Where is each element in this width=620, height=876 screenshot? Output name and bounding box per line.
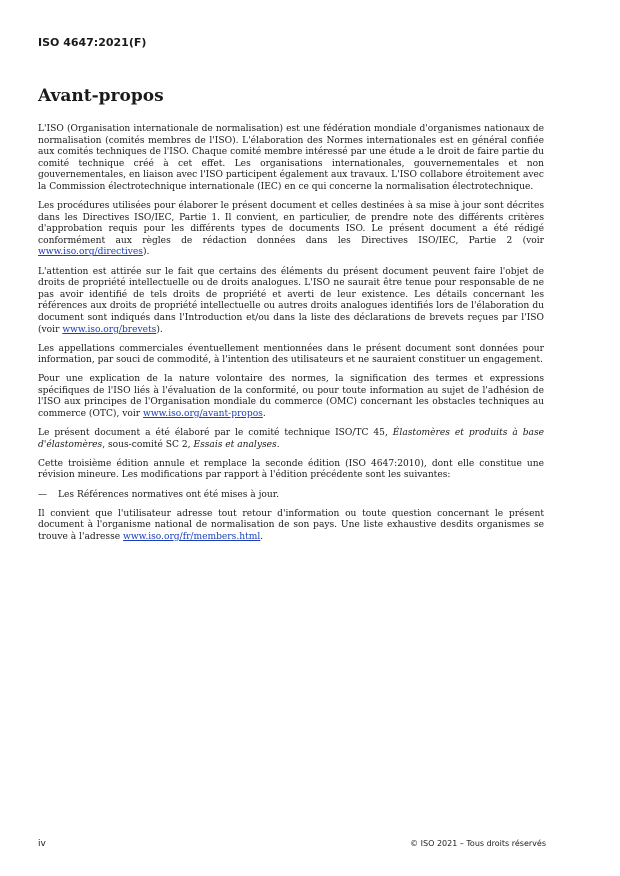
members-link[interactable]: www.iso.org/fr/members.html [123, 531, 261, 542]
paragraph-feedback-end: . [260, 531, 264, 542]
dash-bullet: — [38, 489, 48, 500]
directives-link[interactable]: www.iso.org/directives [38, 247, 143, 258]
paragraph-edition: Cette troisième édition annule et remplace la seconde édition (ISO 4647:2010), dont elle constitue une révision mineure. Les modifications par rapport à l'édition précédente sont les suivantes: [38, 458, 544, 481]
paragraph-iso-intro: L'ISO (Organisation internationale de normalisation) est une fédération mondiale d'organismes nationaux de normalisation (comités membres de l'ISO). L'élaboration des Normes internationales est en général confiée aux comités techniques de l'ISO. Chaque comité membre intéressé par une étude a le droit de faire partie du comité technique créé à cet effet. Les organisations internationales, gouvernementales et non gouvernementales, en liaison avec l'ISO participent également aux travaux. L'ISO collabore étroitement avec la Commission électrotechnique internationale (IEC) en ce qui concerne la normalisation électrotechnique. [38, 124, 544, 192]
paragraph-procedures-end: ). [142, 247, 150, 258]
committee-text-c: , sous-comité SC 2, [102, 439, 194, 450]
foreword-link[interactable]: www.iso.org/avant-propos [143, 409, 263, 420]
paragraph-feedback-text: Il convient que l'utilisateur adresse tout retour d'information ou toute question concernant le présent document à l'organisme national de normalisation de son pays. Une liste exhaustive desdits organismes se trouve à l'adresse [38, 508, 544, 542]
paragraph-committee [38, 428, 544, 451]
paragraph-feedback [38, 509, 544, 544]
committee-text-e: . [276, 439, 280, 450]
paragraph-patents-end: ). [156, 324, 163, 335]
paragraph-voluntary-text: Pour une explication de la nature volontaire des normes, la signification des termes et expressions spécifiques de l'ISO liés à l'évaluation de la conformité, ou pour toute information au sujet de l'adhésion de l'ISO aux principes de l'Organisation mondiale du commerce (OMC) concernant les obstacles techniques au commerce (OTC), voir [38, 374, 544, 420]
foreword-body [38, 124, 544, 551]
paragraph-patents-text: L'attention est attirée sur le fait que certains des éléments du présent document peuvent faire l'objet de droits de propriété intellectuelle ou de droits analogues. L'ISO ne saurait être tenue pour responsable de ne pas avoir identifié de tels droits de propriété et averti de leur existence. Les détails concernant les références aux droits de propriété intellectuelle ou autres droits analogues identifiés lors de l'élaboration du document sont indiqués dans l'Introduction et/ou dans la liste des déclarations de brevets reçues par l'ISO (voir [38, 266, 544, 335]
paragraph-procedures-text: Les procédures utilisées pour élaborer le présent document et celles destinées à sa mise à jour sont décrites dans les Directives ISO/IEC, Partie 1. Il convient, en particulier, de prendre note des différents critères d'approbation requis pour les différents types de documents ISO. Le présent document a été rédigé conformément aux règles de rédaction données dans les Directives ISO/IEC, Partie 2 (voir [38, 201, 544, 246]
paragraph-patents [38, 267, 544, 337]
page-title: Avant-propos [38, 86, 164, 106]
paragraph-voluntary-end: . [262, 409, 266, 420]
patents-link[interactable]: www.iso.org/brevets [62, 324, 157, 335]
subcommittee-title: Essais et analyses [193, 439, 277, 450]
committee-text-a: Le présent document a été élaboré par le comité technique ISO/TC 45, [38, 428, 393, 439]
page-number: iv [38, 839, 46, 849]
paragraph-voluntary-nature [38, 374, 544, 420]
paragraph-procedures [38, 201, 544, 259]
committee-title: Élastomères et produits à base d'élastomères [38, 428, 544, 450]
paragraph-trade-names: Les appellations commerciales éventuellement mentionnées dans le présent document sont données pour information, par souci de commodité, à l'intention des utilisateurs et ne sauraient constituer un engagement. [38, 343, 544, 366]
document-id: ISO 4647:2021(F) [38, 36, 147, 49]
copyright-notice: © ISO 2021 – Tous droits réservés [410, 839, 546, 848]
list-item [38, 490, 544, 502]
list-item-text: Les Références normatives ont été mises à jour. [58, 489, 279, 500]
